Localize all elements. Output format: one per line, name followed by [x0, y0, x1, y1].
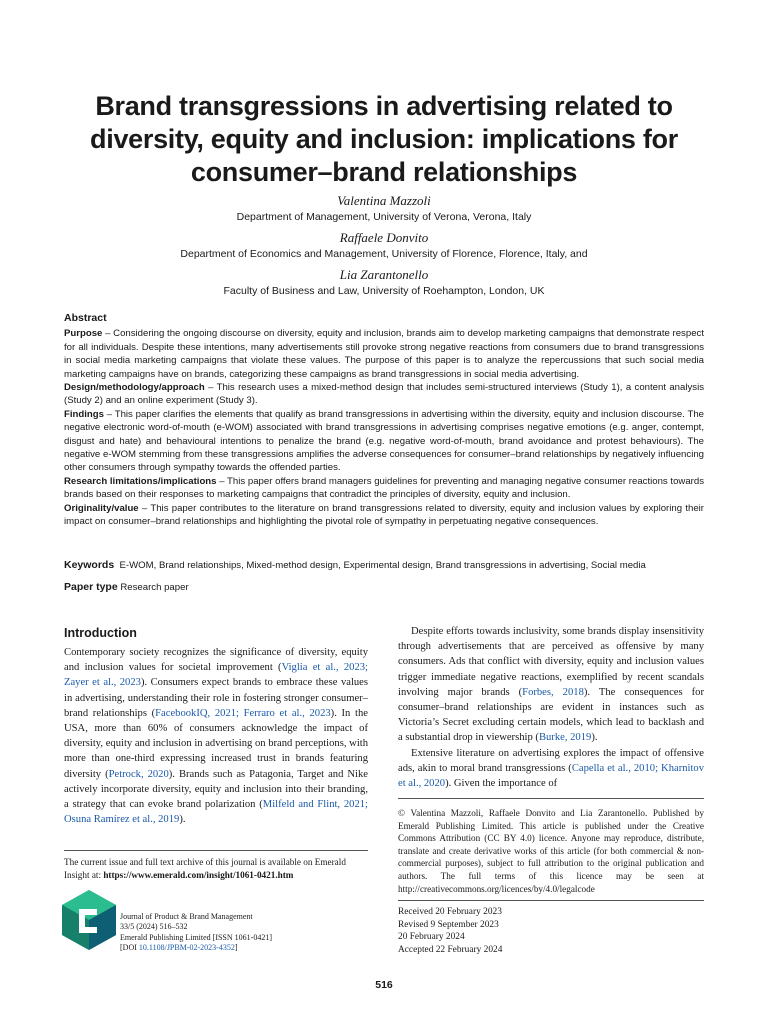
body-text: ). Given the importance of — [445, 778, 558, 790]
citation-link[interactable]: Milfeld and Flint, 2021; Osuna Ramírez et al., 2019 — [64, 799, 368, 826]
article-dates — [398, 906, 502, 956]
body-text: Contemporary society recognizes the significance of diversity, equity and inclusion values for societal improvement ( — [64, 647, 368, 674]
revised-date: 20 February 2024 — [398, 932, 465, 943]
keywords-label: Keywords — [64, 559, 115, 571]
page-number: 516 — [375, 979, 393, 991]
archive-link[interactable]: https://www.emerald.com/insight/1061-0421.htm — [103, 869, 294, 880]
introduction-heading: Introduction — [64, 626, 137, 640]
journal-doi — [120, 943, 272, 953]
body-text: ). — [179, 814, 186, 826]
author-affiliation: Faculty of Business and Law, University of Roehampton, London, UK — [223, 285, 545, 297]
introduction-right-column — [398, 624, 704, 791]
author-name: Raffaele Donvito — [339, 230, 429, 245]
paragraph — [398, 624, 704, 746]
keywords-text: E-WOM, Brand relationships, Mixed-method design, Experimental design, Brand transgressions in advertising, Social media — [119, 560, 646, 571]
purpose-text: – Considering the ongoing discourse on diversity, equity and inclusion, brands aim to develop marketing campaigns that demonstrate respect for all individuals. Despite these intentions, many advertisements still provoke strong negative reactions from consumers due to brand transgressions in social media marketing campaigns that violate these values. The purpose of this paper is to analyze the repercussions that such social media marketing campaigns have on brands, categorizing these campaigns as brand transgressions in social media advertising. — [64, 328, 704, 380]
body-text: ). — [591, 732, 598, 744]
author-affiliation: Department of Economics and Management, University of Florence, Florence, Italy, and — [180, 248, 588, 260]
archive-notice — [64, 856, 368, 881]
introduction-left-column — [64, 645, 368, 827]
dates-divider — [398, 900, 704, 901]
doi-suffix: ] — [234, 943, 238, 953]
citation-link[interactable]: FacebookIQ, 2021; Ferraro et al., 2023 — [155, 707, 331, 719]
doi-prefix: [DOI — [120, 943, 139, 953]
copyright-notice: © Valentina Mazzoli, Raffaele Donvito and Lia Zarantonello. Published by Emerald Publishing Limited. This article is published under the Creative Commons Attribution (CC BY 4.0) licence. Anyone may reproduce, distribute, translate and create derivative works of this article (for both commercial & non-commercial purposes), subject to full attribution to the original publication and authors. The full terms of this licence may be seen at http://creativecommons.org/licences/by/4.0/legalcode — [398, 808, 704, 894]
abstract-design — [64, 381, 704, 408]
citation-link[interactable]: Viglia et al., 2023; Zayer et al., 2023 — [64, 662, 368, 689]
body-text: ). Consumers expect brands to embrace these values in advertising, understanding their role in fostering stronger consumer–brand relationships ( — [64, 677, 369, 719]
design-text: – This research uses a mixed-method design that includes semi-structured interviews (Study 1), a content analysis (Study 2) and an online experiment (Study 3). — [64, 382, 704, 407]
citation-link[interactable]: Petrock, 2020 — [108, 768, 169, 780]
abstract-purpose — [64, 327, 704, 381]
accepted-date: Accepted 22 February 2024 — [398, 944, 503, 955]
citation-link[interactable]: Forbes, 2018 — [522, 686, 584, 698]
paper-type-text: Research paper — [120, 582, 189, 593]
author-list — [0, 193, 768, 304]
abstract-findings — [64, 408, 704, 475]
paper-type — [64, 580, 704, 595]
paragraph — [398, 746, 704, 792]
revised-date: Revised 9 September 2023 — [398, 919, 499, 930]
limitations-text: – This paper offers brand managers guidelines for preventing and managing negative consumer reactions towards brands based on their responses to marketing campaigns that contradict the principles of diversity, equity and inclusion. — [64, 475, 704, 501]
keywords — [64, 558, 704, 573]
body-text: Despite efforts towards inclusivity, some brands display insensitivity through advertisements that are perceived as offensive by many consumers. Ads that conflict with diversity, equity and inclusion values trigger immediate negative reactions, exemplified by recent scandals involving major brands ( — [398, 626, 704, 698]
body-text: Extensive literature on advertising explores the impact of offensive ads, akin to moral brand transgressions ( — [398, 747, 704, 774]
doi-link[interactable]: 10.1108/JPBM-02-2023-4352 — [138, 943, 235, 953]
journal-name: Journal of Product & Brand Management — [120, 912, 253, 921]
originality-text: – This paper contributes to the literature on brand transgressions related to diversity, equity and inclusion values by exploring their impact on consumer–brand relationships and highlighting the pivotal role of sympathy in perpetuating negative consequences. — [64, 502, 704, 528]
copyright-divider — [398, 798, 704, 799]
journal-info — [120, 912, 272, 954]
findings-text: – This paper clarifies the elements that qualify as brand transgressions in advertising within the diversity, equity and inclusion discourse. The negative electronic word-of-mouth (e-WOM) associated with brand transgressions in advertising comprises negative emotions (e.g. anger, contempt, disgust and hate) and behavioural intentions to penalize the brand (e.g. negative word-of-mouth, brand avoidance and protest behaviours). The negative e-WOM stemming from these transgressions amplifies the adverse consequences for consumer–brand relationships by negatively influencing other consumers through sympathy towards the offended parties. — [64, 408, 704, 474]
footer-divider — [64, 850, 368, 851]
abstract-heading: Abstract — [64, 312, 107, 324]
journal-volume: 33/5 (2024) 516–532 — [120, 922, 188, 932]
originality-label: Originality/value — [64, 502, 139, 514]
paper-type-label: Paper type — [64, 581, 118, 593]
received-date: Received 20 February 2023 — [398, 907, 502, 917]
citation-link[interactable]: Burke, 2019 — [538, 732, 592, 744]
author-affiliation: Department of Management, University of Verona, Verona, Italy — [236, 211, 532, 223]
body-text: ). The consequences for consumer–brand relationships are evident in instances such as Victoria’s Secret excluding certain models, which lead to backlash and a substantial drop in viewership ( — [398, 686, 704, 744]
article-title: Brand transgressions in advertising related to diversity, equity and inclusion: implications for consumer–brand relationships — [90, 91, 678, 187]
limitations-label: Research limitations/implications — [64, 475, 217, 487]
purpose-label: Purpose — [64, 328, 103, 340]
abstract — [64, 312, 704, 529]
findings-label: Findings — [64, 408, 104, 420]
emerald-logo-icon — [62, 890, 116, 950]
abstract-originality — [64, 502, 704, 529]
abstract-limitations — [64, 475, 704, 502]
archive-text: The current issue and full text archive of this journal is available on Emerald Insight at: — [64, 857, 346, 880]
citation-link[interactable]: Capella et al., 2010; Kharnitov et al., 2020 — [398, 762, 705, 790]
design-label: Design/methodology/approach — [64, 382, 205, 394]
journal-publisher: Emerald Publishing Limited [ISSN 1061-0421] — [120, 932, 272, 942]
paragraph — [64, 645, 368, 827]
body-text: ). Brands such as Patagonia, Target and Nike actively incorporate diversity, equity and inclusion into their branding, a strategy that can evoke brand polarization ( — [64, 768, 368, 811]
author-name: Valentina Mazzoli — [337, 193, 431, 208]
body-text: ). In the USA, more than 60% of consumers acknowledge the impact of diversity, equity and inclusion in advertising on brand perceptions, with more than one-third expressing increased trust in brands featuring diversity ( — [64, 707, 368, 780]
author-name: Lia Zarantonello — [339, 267, 429, 282]
